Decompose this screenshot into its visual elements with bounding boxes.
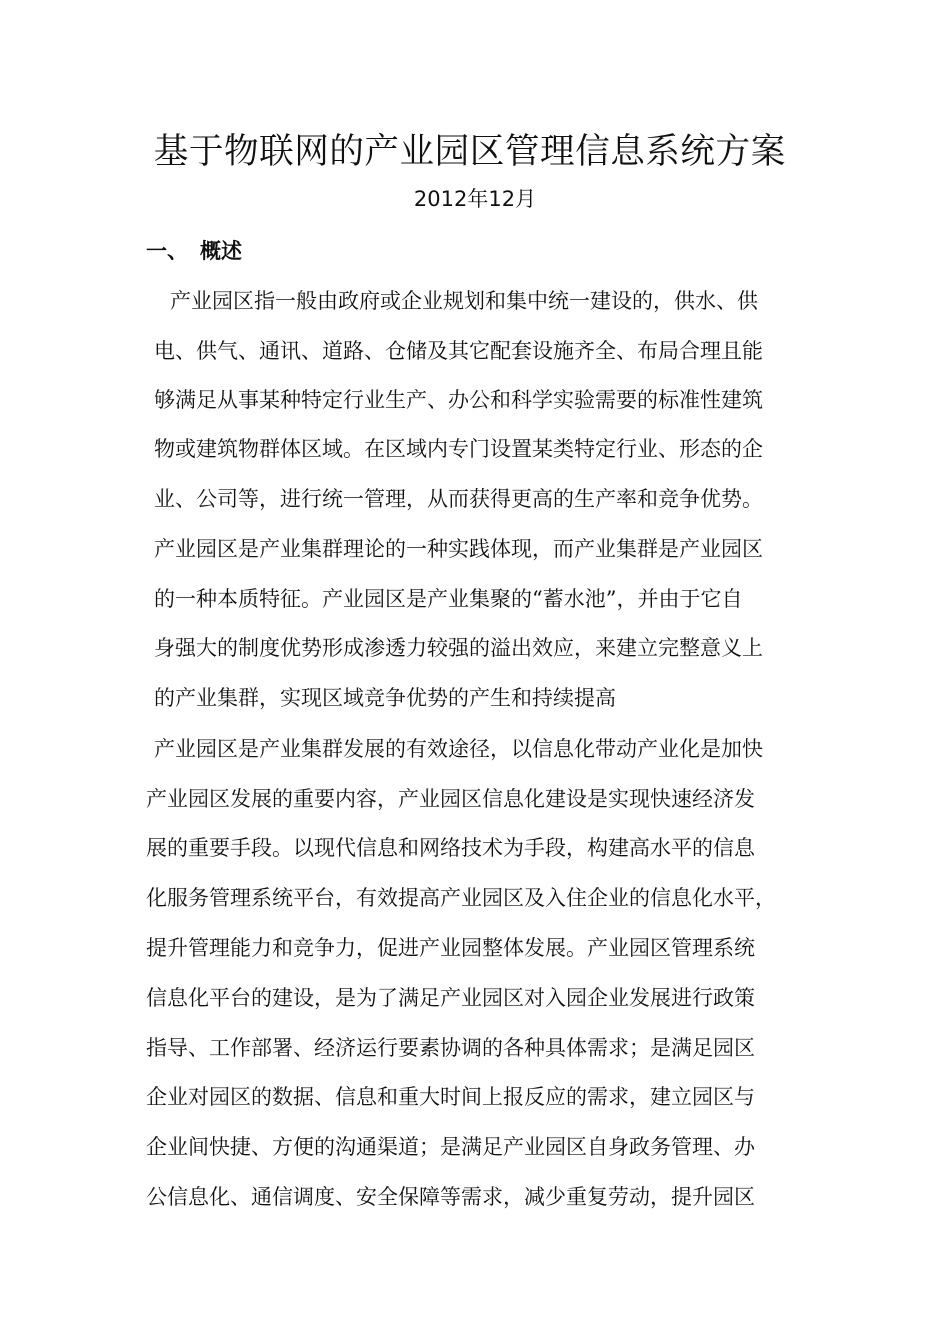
- document-title: 基于物联网的产业园区管理信息系统方案: [153, 132, 786, 172]
- paragraph-line: 电、供气、通讯、道路、仓储及其它配套设施齐全、布局合理且能: [154, 339, 763, 363]
- paragraph-line: 的一种本质特征。产业园区是产业集聚的“蓄水池”，并由于它自: [154, 587, 743, 611]
- section-heading: [146, 236, 242, 266]
- paragraph-line: 指导、工作部署、经济运行要素协调的各种具体需求；是满足园区: [146, 1036, 755, 1060]
- paragraph-line: 产业园区是产业集群理论的一种实践体现，而产业集群是产业园区: [154, 537, 763, 561]
- document-date: 2012年12月: [413, 187, 537, 211]
- paragraph-line: 产业园区发展的重要内容，产业园区信息化建设是实现快速经济发: [146, 787, 755, 811]
- section-number: 一、: [146, 238, 188, 263]
- paragraph-line: 提升管理能力和竞争力，促进产业园整体发展。产业园区管理系统: [146, 936, 755, 960]
- paragraph-line: 的产业集群，实现区域竞争优势的产生和持续提高: [154, 686, 616, 710]
- paragraph-line: 展的重要手段。以现代信息和网络技术为手段，构建高水平的信息: [146, 836, 755, 860]
- paragraph-line: 产业园区指一般由政府或企业规划和集中统一建设的，供水、供: [170, 289, 758, 313]
- paragraph-line: 产业园区是产业集群发展的有效途径，以信息化带动产业化是加快: [154, 737, 763, 761]
- paragraph-line: 身强大的制度优势形成渗透力较强的溢出效应，来建立完整意义上: [154, 636, 763, 660]
- paragraph-line: 信息化平台的建设，是为了满足产业园区对入园企业发展进行政策: [146, 986, 755, 1010]
- paragraph-line: 业、公司等，进行统一管理，从而获得更高的生产率和竞争优势。: [154, 487, 763, 511]
- paragraph-line: 物或建筑物群体区域。在区域内专门设置某类特定行业、形态的企: [154, 437, 763, 461]
- paragraph-line: 化服务管理系统平台，有效提高产业园区及入住企业的信息化水平，: [146, 886, 776, 910]
- section-title: 概述: [200, 238, 242, 263]
- paragraph-line: 公信息化、通信调度、安全保障等需求，减少重复劳动，提升园区: [146, 1185, 755, 1209]
- paragraph-line: 企业对园区的数据、信息和重大时间上报反应的需求，建立园区与: [146, 1085, 755, 1109]
- paragraph-line: 企业间快捷、方便的沟通渠道；是满足产业园区自身政务管理、办: [146, 1135, 755, 1159]
- paragraph-line: 够满足从事某种特定行业生产、办公和科学实验需要的标准性建筑: [154, 388, 763, 412]
